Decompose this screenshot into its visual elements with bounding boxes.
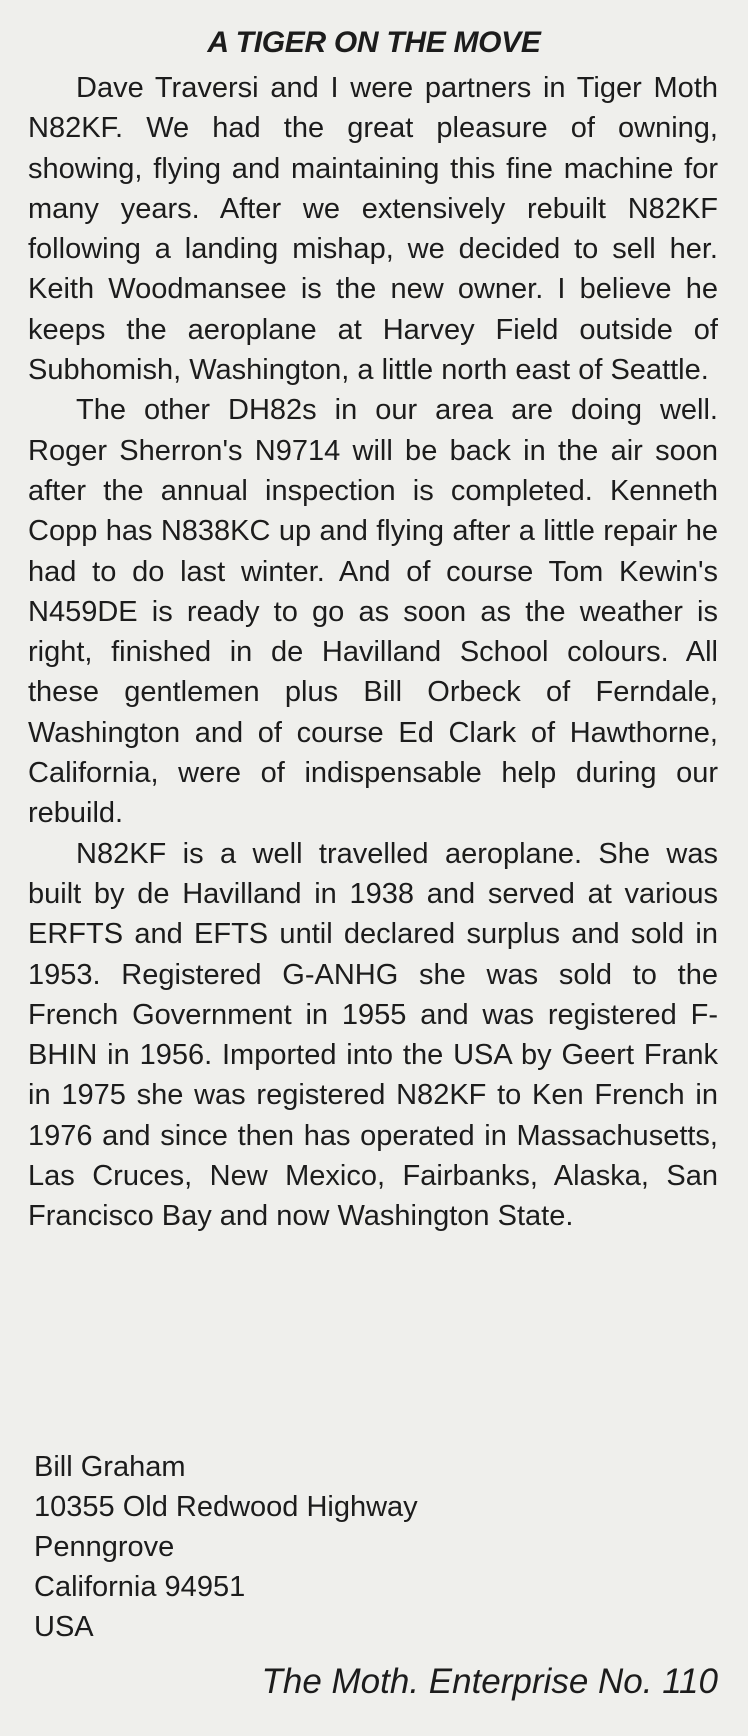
paragraph-1: Dave Traversi and I were partners in Tiger Moth N82KF. We had the great pleasure of owning, showing, flying and maintaining this fine machine for many years. After we extensively rebuilt N82KF following a landing mishap, we decided to sell her. Keith Woodmansee is the new owner. I believe he keeps the aeroplane at Harvey Field outside of Subhomish, Washington, a little north east of Seattle.: [28, 72, 718, 387]
publication-footer: The Moth. Enterprise No. 110: [261, 1662, 718, 1701]
address-country: USA: [34, 1611, 94, 1643]
article-title: A TIGER ON THE MOVE: [207, 26, 541, 59]
address-state-zip: California 94951: [34, 1571, 246, 1603]
article-body: [28, 68, 718, 1237]
address-town: Penngrove: [34, 1531, 175, 1563]
author-address-block: [34, 1447, 418, 1647]
author-name: Bill Graham: [34, 1451, 186, 1483]
address-street: 10355 Old Redwood Highway: [34, 1491, 418, 1523]
paragraph-2: The other DH82s in our area are doing well. Roger Sherron's N9714 will be back in the air soon after the annual inspection is completed. Kenneth Copp has N838KC up and flying after a little repair he had to do last winter. And of course Tom Kewin's N459DE is ready to go as soon as the weather is right, finished in de Havilland School colours. All these gentlemen plus Bill Orbeck of Ferndale, Washington and of course Ed Clark of Hawthorne, California, were of indispensable help during our rebuild.: [28, 394, 718, 830]
paragraph-3: N82KF is a well travelled aeroplane. She was built by de Havilland in 1938 and served at various ERFTS and EFTS until declared surplus and sold in 1953. Registered G-ANHG she was sold to the French Government in 1955 and was registered F-BHIN in 1956. Imported into the USA by Geert Frank in 1975 she was registered N82KF to Ken French in 1976 and since then has operated in Massachusetts, Las Cruces, New Mexico, Fairbanks, Alaska, San Francisco Bay and now Washington State.: [28, 837, 718, 1233]
